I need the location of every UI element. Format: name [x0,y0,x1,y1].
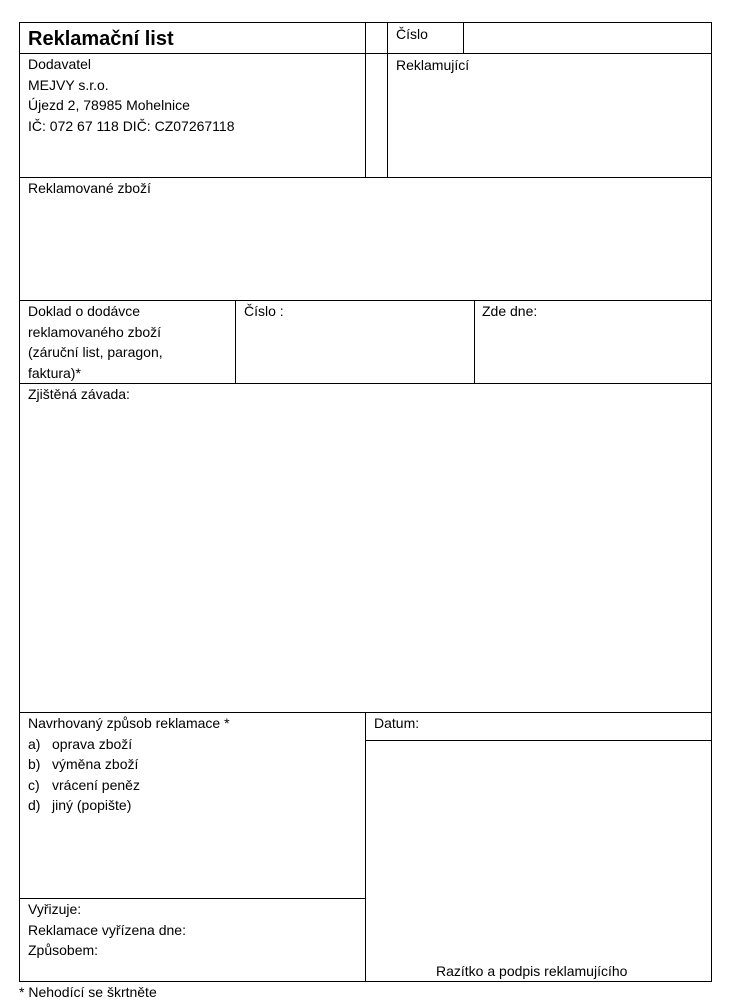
supplier-ids: IČ: 072 67 118 DIČ: CZ07267118 [28,117,235,134]
supplier-label: Dodavatel [28,56,92,72]
date-label: Datum: [374,715,420,731]
receipt-number-field[interactable] [237,323,473,382]
option-text: výměna zboží [52,756,139,772]
defect-label: Zjištěná závada: [28,386,130,402]
receipt-date-label: Zde dne: [482,303,538,319]
form-title: Reklamační list [28,28,174,50]
method-label: Navrhovaný způsob reklamace * [28,715,230,731]
divider-number-box [463,22,464,54]
claimant-field[interactable] [389,76,710,176]
receipt-label-line-4: faktura)* [28,364,81,381]
number-label: Číslo [396,26,428,42]
receipt-date-field[interactable] [476,323,710,382]
claimant-label: Reklamující [396,57,470,73]
option-marker: c) [28,776,40,793]
receipt-label-line-3: (záruční list, paragon, [28,344,163,360]
receipt-label-line-2: reklamovaného zboží [28,323,162,340]
divider-col-a [365,22,366,178]
divider-bottom-split [365,712,366,982]
method-option-refund[interactable] [28,775,140,796]
receipt-number-label: Číslo : [244,303,284,319]
method-option-repair[interactable] [28,734,140,755]
divider-date-bottom [365,740,712,741]
method-option-other[interactable] [28,795,140,816]
goods-label: Reklamované zboží [28,180,151,196]
manner-label: Způsobem: [28,942,99,958]
option-marker: d) [28,797,41,813]
handles-label: Vyřizuje: [28,901,82,917]
option-text: oprava zboží [52,735,133,752]
option-marker: a) [28,735,41,752]
receipt-label-line-1: Doklad o dodávce [28,303,141,319]
border-right [711,22,712,982]
defect-field[interactable] [21,406,710,711]
option-text: vrácení peněz [52,776,140,793]
divider-col-b [387,22,388,178]
method-options [28,734,140,816]
option-text: jiný (popište) [52,797,132,813]
stamp-label: Razítko a podpis reklamujícího [436,963,628,979]
option-marker: b) [28,756,41,772]
method-option-exchange[interactable] [28,754,140,775]
stamp-signature-field[interactable] [367,742,710,957]
number-field[interactable] [465,24,710,52]
supplier-address: Újezd 2, 78985 Mohelnice [28,97,190,113]
resolved-label: Reklamace vyřízena dne: [28,921,186,938]
border-left [19,22,20,982]
divider-receipt-1 [235,300,236,384]
supplier-name: MEJVY s.r.o. [28,76,109,93]
footnote: * Nehodící se škrtněte [19,984,157,1000]
goods-field[interactable] [21,200,710,299]
divider-receipt-2 [474,300,475,384]
